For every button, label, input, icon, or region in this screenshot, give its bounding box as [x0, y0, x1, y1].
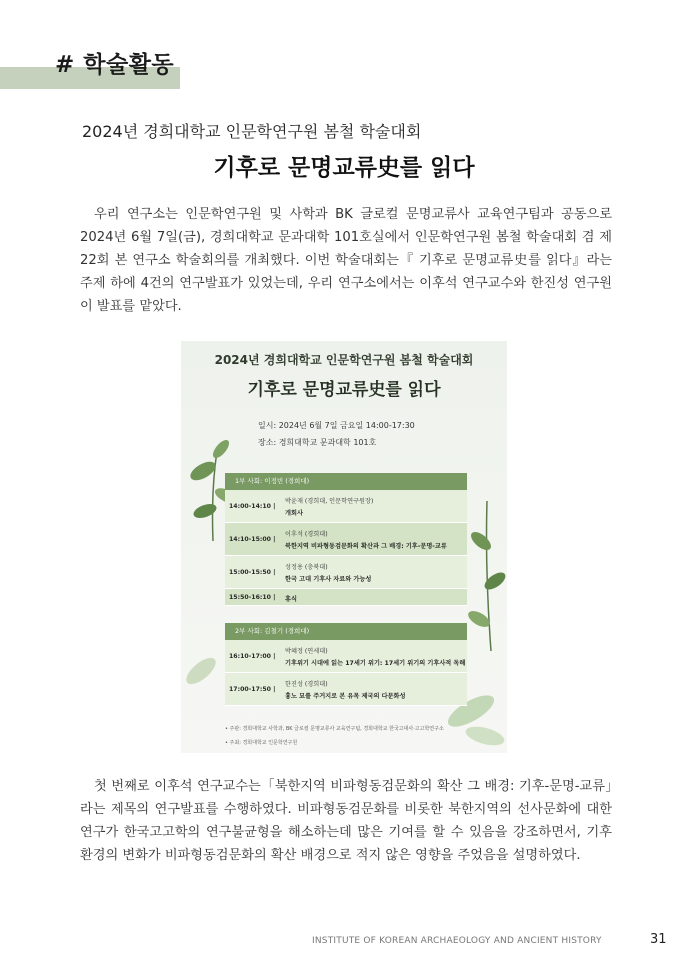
program-row — [225, 673, 467, 706]
leaf-decoration-icon — [467, 501, 507, 651]
row-topic: 휴식 — [285, 596, 297, 603]
poster-date: 일시: 2024년 6월 7일 금요일 14:00-17:30 — [258, 421, 415, 430]
article-paragraph-2: 첫 번째로 이후석 연구교수는「북한지역 비파형동검문화의 확산 그 배경: 기후-문명-교류」라는 제목의 연구발표를 수행하였다. 비파형동검문화를 비롯한 북한지역의 선사문화에 대한 연구가 한국고고학의 연구불균형을 해소하는데 많은 기여를 할 수 있음을 강조하면서, 기후 환경의 변화가 비파형동검문화의 확산 배경으로 적지 않은 영향을 주었음을 설명하였다. — [80, 779, 612, 863]
row-speaker: 성정용 (충북대) — [285, 564, 328, 571]
footer-institute-name: INSTITUTE OF KOREAN ARCHAEOLOGY AND ANCIENT HISTORY — [312, 936, 602, 946]
row-time: 14:10-15:00 | — [229, 536, 276, 543]
section-title: # 학술활동 — [55, 52, 175, 78]
program-row — [225, 490, 467, 523]
session-2-program — [225, 623, 467, 706]
page-number: 31 — [650, 932, 667, 947]
program-row — [225, 523, 467, 556]
row-time: 15:00-15:50 | — [229, 569, 276, 576]
article-paragraph-1: 우리 연구소는 인문학연구원 및 사학과 BK 글로컬 문명교류사 교육연구팀과 공동으로 2024년 6월 7일(금), 경희대학교 문과대학 101호실에서 인문학연구원 봄철 학술대회 겸 제22회 본 연구소 학술회의를 개최했다. 이번 학술대회는『 기후로 문명교류史를 읽다』라는 주제 하에 4건의 연구발표가 있었는데, 우리 연구소에서는 이후석 연구교수와 한진성 연구원이 발표를 맡았다. — [80, 207, 612, 314]
row-time: 14:00-14:10 | — [229, 503, 276, 510]
row-topic: 흉노 묘를 주거지로 본 유목 제국의 다문화성 — [285, 693, 406, 700]
row-topic: 북한지역 비파형동검문화의 확산과 그 배경: 기후-문명-교류 — [285, 543, 447, 550]
poster-place: 장소: 경희대학교 문과대학 101호 — [258, 438, 377, 447]
row-speaker: 한진성 (경희대) — [285, 681, 328, 688]
row-speaker: 이후석 (경희대) — [285, 531, 328, 538]
row-time: 17:00-17:50 | — [229, 686, 276, 693]
row-topic: 개회사 — [285, 510, 303, 517]
leaf-decoration-icon — [181, 641, 226, 711]
row-topic: 한국 고대 기후사 자료와 가능성 — [285, 576, 372, 583]
row-speaker: 박윤재 (경희대, 인문학연구원장) — [285, 498, 374, 505]
program-row — [225, 556, 467, 589]
conference-poster — [181, 341, 507, 753]
poster-title: 기후로 문명교류史를 읽다 — [247, 380, 441, 400]
poster-credit-host: • 주최: 경희대학교 인문학연구원 — [225, 740, 298, 746]
session-1-header: 1부 사회: 이정빈 (경희대) — [225, 473, 467, 490]
row-time: 15:50-16:10 | — [229, 594, 276, 601]
program-row — [225, 640, 467, 673]
session-1-program — [225, 473, 467, 606]
row-time: 16:10-17:00 | — [229, 653, 276, 660]
article-title: 기후로 문명교류史를 읽다 — [213, 155, 475, 181]
row-topic: 기후위기 시대에 읽는 17세기 위기: 17세기 위기의 기후사적 독해 — [285, 660, 466, 667]
session-2-header: 2부 사회: 김철기 (경희대) — [225, 623, 467, 640]
article-subtitle: 2024년 경희대학교 인문학연구원 봄철 학술대회 — [82, 122, 422, 141]
program-row — [225, 589, 467, 606]
poster-credit-organizer: • 주관: 경희대학교 사학과, BK 글로컬 문명교류사 교육연구팀, 경희대학교 한국고대사·고고학연구소 — [225, 726, 444, 732]
poster-subtitle: 2024년 경희대학교 인문학연구원 봄철 학술대회 — [214, 353, 474, 367]
row-speaker: 박혜정 (연세대) — [285, 648, 328, 655]
